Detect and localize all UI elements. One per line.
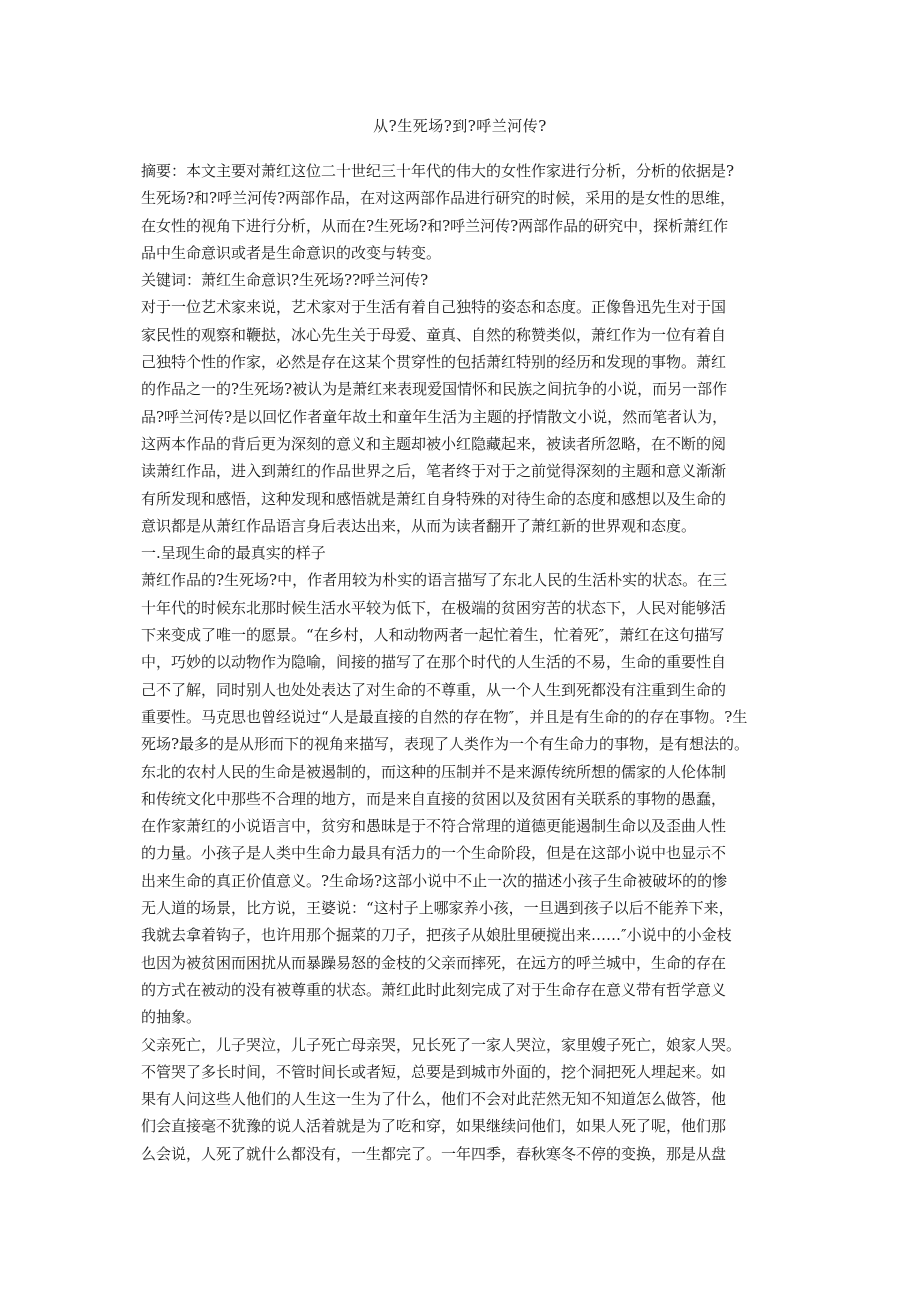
text-line: 我就去拿着钩子，也许用那个掘菜的刀子，把孩子从娘肚里硬搅出来……″小说中的小金枝 [141, 926, 732, 945]
text-line: 萧红作品的?生死场?中，作者用较为朴实的语言描写了东北人民的生活朴实的状态。在三 [141, 571, 728, 590]
text-line: 家民性的观察和鞭挞，冰心先生关于母爱、童真、自然的称赞类似，萧红作为一位有着自 [141, 325, 727, 344]
text-line: 们会直接毫不犹豫的说人活着就是为了吃和穿，如果继续问他们，如果人死了呢，他们那 [141, 1117, 727, 1136]
text-line: 十年代的时候东北那时候生活水平较为低下，在极端的贫困穷苦的状态下，人民对能够活 [141, 598, 727, 617]
text-line: 品中生命意识或者是生命意识的改变与转变。 [141, 243, 442, 262]
text-line: 中，巧妙的以动物作为隐喻，间接的描写了在那个时代的人生活的不易，生命的重要性自 [141, 653, 727, 672]
text-line: 东北的农村人民的生命是被遏制的，而这种的压制并不是来源传统所想的儒家的人伦体制 [141, 762, 727, 781]
text-line: 对于一位艺术家来说，艺术家对于生活有着自己独特的姿态和态度。正像鲁迅先生对于国 [141, 298, 727, 317]
text-line: 的力量。小孩子是人类中生命力最具有活力的一个生命阶段，但是在这部小说中也显示不 [141, 844, 727, 863]
text-line: 果有人问这些人他们的人生这一生为了什么，他们不会对此茫然无知不知道怎么做答，他 [141, 1090, 727, 1109]
text-line: 的方式在被动的没有被尊重的状态。萧红此时此刻完成了对于生命存在意义带有哲学意义 [141, 980, 727, 999]
text-line: 这两本作品的背后更为深刻的意义和主题却被小红隐藏起来，被读者所忽略，在不断的阅 [141, 434, 727, 453]
text-line: 在女性的视角下进行分析，从而在?生死场?和?呼兰河传?两部作品的研究中，探析萧红作 [141, 216, 729, 235]
text-line: 读萧红作品，进入到萧红的作品世界之后，笔者终于对于之前觉得深刻的主题和意义渐渐 [141, 462, 727, 481]
document-title: 从?生死场?到?呼兰河传? [373, 117, 547, 135]
text-line: 出来生命的真正价值意义。?生命场?这部小说中不止一次的描述小孩子生命被破坏的的惨 [141, 871, 728, 890]
text-line: 品?呼兰河传?是以回忆作者童年故土和童年生活为主题的抒情散文小说，然而笔者认为， [141, 407, 728, 426]
text-line: 和传统文化中那些不合理的地方，而是来自直接的贫困以及贫困有关联系的事物的愚蠢， [141, 789, 727, 808]
text-line: 重要性。马克思也曾经说过“人是最直接的自然的存在物″，并且是有生命的的存在事物。?生 [141, 707, 748, 726]
text-line: 也因为被贫困而困扰从而暴躁易怒的金枝的父亲而摔死，在远方的呼兰城中，生命的存在 [141, 953, 727, 972]
document-body [141, 158, 801, 1168]
text-line: 在作家萧红的小说语言中，贫穷和愚昧是于不符合常理的道德更能遏制生命以及歪曲人性 [141, 817, 727, 836]
text-line: 么会说，人死了就什么都没有，一生都完了。一年四季，春秋寒冬不停的变换，那是从盘 [141, 1144, 727, 1163]
text-line: 无人道的场景，比方说，王婆说：“这村子上哪家养小孩，一旦遇到孩子以后不能养下来， [141, 899, 734, 918]
text-line: 下来变成了唯一的愿景。“在乡村，人和动物两者一起忙着生，忙着死″，萧红在这句描写 [141, 626, 725, 645]
text-line: 父亲死亡，儿子哭泣，儿子死亡母亲哭，兄长死了一家人哭泣，家里嫂子死亡，娘家人哭。 [141, 1035, 742, 1054]
text-line: 的作品之一的?生死场?被认为是萧红来表现爱国情怀和民族之间抗争的小说，而另一部作 [141, 380, 728, 399]
text-line: 己独特个性的作家，必然是存在这某个贯穿性的包括萧红特别的经历和发现的事物。萧红 [141, 353, 727, 372]
text-line: 摘要：本文主要对萧红这位二十世纪三十年代的伟大的女性作家进行分析，分析的依据是? [141, 162, 735, 180]
text-line: 死场?最多的是从形而下的视角来描写，表现了人类作为一个有生命力的事物，是有想法的。 [141, 735, 750, 754]
text-line: 意识都是从萧红作品语言身后表达出来，从而为读者翻开了萧红新的世界观和态度。 [141, 516, 697, 535]
text-line: 有所发现和感悟，这种发现和感悟就是萧红自身特殊的对待生命的态度和感想以及生命的 [141, 489, 727, 508]
text-line: 生死场?和?呼兰河传?两部作品，在对这两部作品进行研究的时候，采用的是女性的思维， [141, 189, 736, 208]
text-line: 不管哭了多长时间，不管时间长或者短，总要是到城市外面的，挖个洞把死人埋起来。如 [141, 1062, 727, 1081]
text-line: 一.呈现生命的最真实的样子 [141, 544, 326, 563]
text-line: 的抽象。 [141, 1008, 202, 1027]
text-line: 关键词：萧红生命意识?生死场??呼兰河传? [141, 271, 429, 290]
text-line: 己不了解，同时别人也处处表达了对生命的不尊重，从一个人生到死都没有注重到生命的 [141, 680, 727, 699]
